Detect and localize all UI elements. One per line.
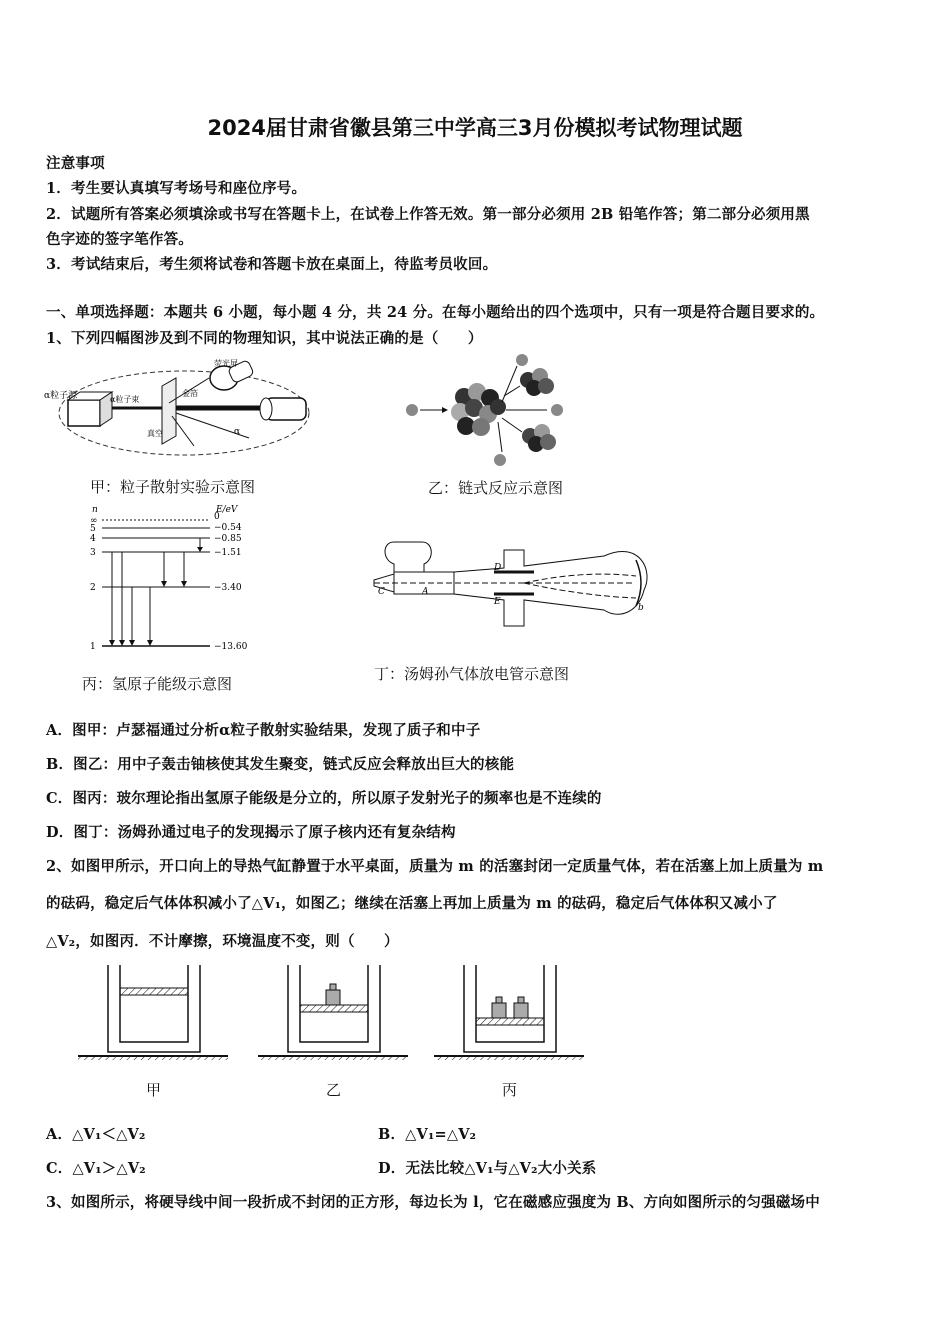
- section-heading: 一、单项选择题：本题共 6 小题，每小题 4 分，共 24 分。在每小题给出的四个选项中，只有一项是符合题目要求的。: [46, 304, 825, 321]
- tube-label-d: D: [494, 563, 502, 573]
- tube-label-a: A: [422, 587, 429, 597]
- question-2-stem: 2、如图甲所示，开口向上的导热气缸静置于水平桌面，质量为 m 的活塞封闭一定质量气体，若在活塞上加上质量为 m: [46, 858, 824, 875]
- notice-item: 1．考生要认真填写考场号和座位序号。: [46, 180, 307, 197]
- cylinder-bing: [434, 965, 584, 1060]
- question-2-stem: 的砝码，稳定后气体体积减小了△V₁，如图乙；继续在活塞上再加上质量为 m 的砝码，稳定后气体体积又减小了: [46, 895, 778, 912]
- level-e: −0.54: [214, 523, 242, 533]
- notice-heading: 注意事项: [46, 155, 105, 172]
- fig-jia-beam-label: α粒子束: [110, 395, 140, 404]
- axis-e-label: E/eV: [216, 505, 238, 515]
- q2-option-c[interactable]: C．△V₁＞△V₂: [46, 1160, 146, 1177]
- q1-option-d[interactable]: D．图丁：汤姆孙通过电子的发现揭示了原子核内还有复杂结构: [46, 824, 456, 841]
- tube-label-e: E: [494, 597, 501, 607]
- tube-label-c: C: [378, 587, 385, 597]
- cylinder-caption-bing: 丙: [502, 1081, 518, 1099]
- uranium-nucleus: [451, 383, 506, 436]
- level-e: −13.60: [214, 642, 248, 652]
- question-1-stem: 1、下列四幅图涉及到不同的物理知识，其中说法正确的是（ ）: [46, 330, 483, 347]
- fig-jia-foil-label: 金箔: [182, 389, 198, 398]
- level-n: 3: [90, 548, 96, 558]
- level-n: ∞: [90, 516, 98, 526]
- fig-jia-source-label: α粒子源: [44, 391, 78, 401]
- fragment-nucleus: [522, 424, 556, 452]
- cylinder-caption-jia: 甲: [146, 1081, 162, 1099]
- figure-ding-caption: 丁：汤姆孙气体放电管示意图: [374, 665, 570, 683]
- q2-option-a[interactable]: A．△V₁＜△V₂: [46, 1126, 146, 1143]
- level-e: −0.85: [214, 534, 242, 544]
- q1-option-c[interactable]: C．图丙：玻尔理论指出氢原子能级是分立的，所以原子发射光子的频率也是不连续的: [46, 790, 602, 807]
- figure-bing-caption: 丙：氢原子能级示意图: [82, 675, 233, 693]
- level-n: 2: [90, 583, 96, 593]
- q1-option-a[interactable]: A．图甲：卢瑟福通过分析α粒子散射实验结果，发现了质子和中子: [46, 722, 481, 739]
- level-e: −3.40: [214, 583, 242, 593]
- cylinder-yi: [258, 965, 408, 1060]
- q2-option-d[interactable]: D．无法比较△V₁与△V₂大小关系: [378, 1160, 597, 1177]
- page-title: 2024届甘肃省徽县第三中学高三3月份模拟考试物理试题: [207, 116, 743, 140]
- figure-thomson-tube: [364, 530, 654, 640]
- notice-item: 2．试题所有答案必须填涂或书写在答题卡上，在试卷上作答无效。第一部分必须用 2B 铅笔作答；第二部分必须用黑: [46, 206, 810, 223]
- cylinder-caption-yi: 乙: [326, 1081, 342, 1099]
- q1-option-b[interactable]: B．图乙：用中子轰击铀核使其发生聚变，链式反应会释放出巨大的核能: [46, 756, 515, 773]
- cylinder-jia: [78, 965, 228, 1060]
- figure-energy-levels: [88, 504, 258, 654]
- figure-alpha-scattering: [44, 358, 314, 468]
- figure-chain-reaction: [402, 352, 562, 467]
- question-3-stem: 3、如图所示，将硬导线中间一段折成不封闭的正方形，每边长为 l，它在磁感应强度为 B、方向如图所示的匀强磁场中: [46, 1194, 820, 1211]
- fig-jia-screen-label: 荧光屏: [214, 359, 238, 368]
- level-n: 5: [90, 524, 96, 534]
- level-n: 4: [90, 534, 96, 544]
- fragment-nucleus: [520, 368, 554, 396]
- axis-n-label: n: [92, 505, 98, 515]
- q2-option-b[interactable]: B．△V₁=△V₂: [378, 1126, 477, 1143]
- notice-item: 色字迹的签字笔作答。: [46, 231, 193, 248]
- figure-cylinders: [78, 960, 588, 1070]
- fig-jia-vacuum-label: 真空: [147, 429, 163, 438]
- figure-jia-caption: 甲：粒子散射实验示意图: [90, 478, 256, 496]
- tube-label-b: b: [638, 603, 644, 613]
- fig-jia-alpha-label: α: [234, 427, 241, 437]
- question-2-stem: △V₂，如图丙．不计摩擦，环境温度不变，则（ ）: [46, 933, 399, 950]
- level-e: −1.51: [214, 548, 242, 558]
- level-e: 0: [214, 512, 220, 522]
- level-n: 1: [90, 642, 96, 652]
- notice-item: 3．考试结束后，考生须将试卷和答题卡放在桌面上，待监考员收回。: [46, 256, 498, 273]
- figure-yi-caption: 乙：链式反应示意图: [428, 479, 564, 497]
